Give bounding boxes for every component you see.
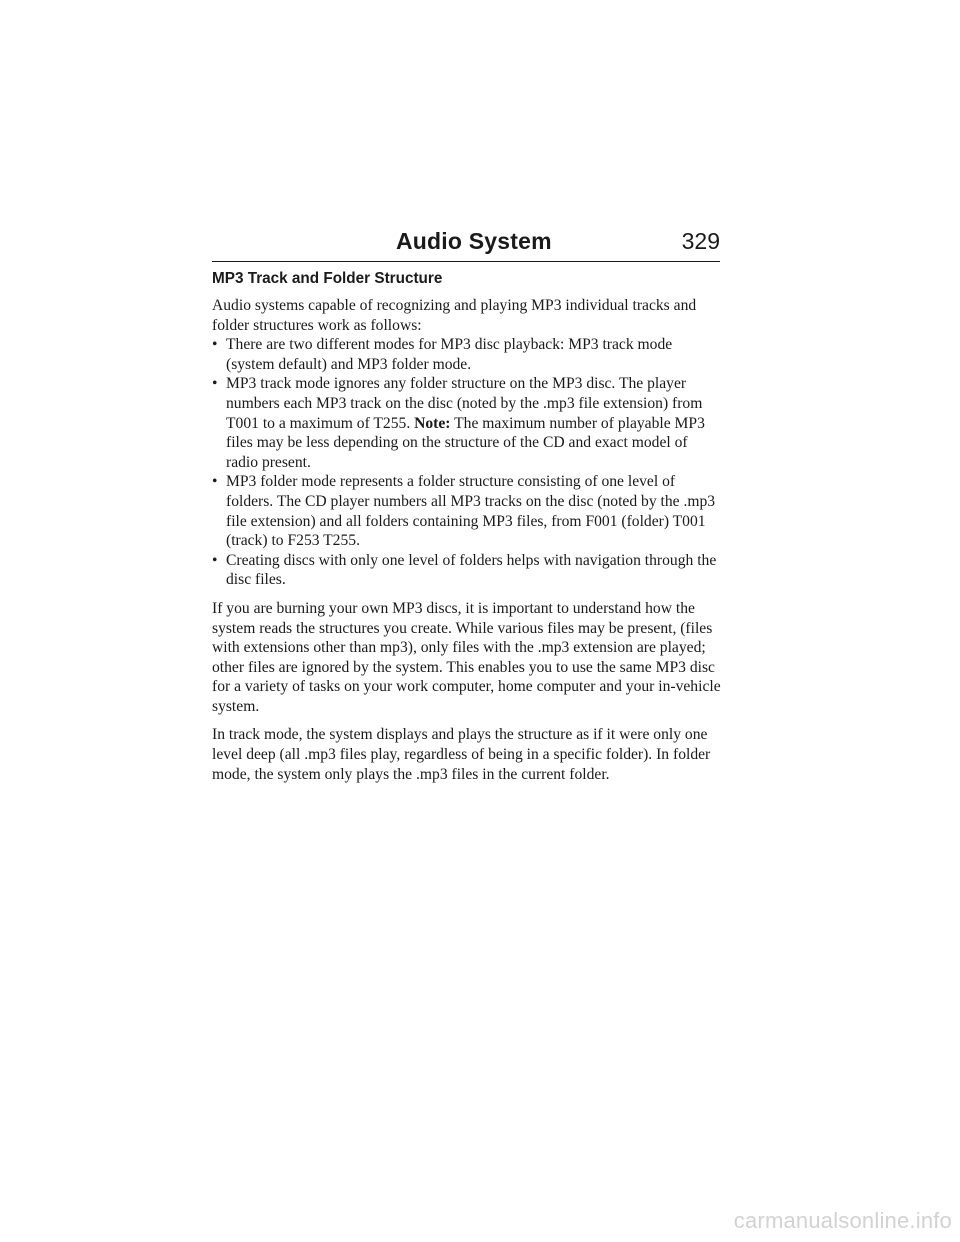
bullet-icon: • bbox=[212, 551, 218, 569]
bullet-item bbox=[212, 551, 722, 590]
watermark: carmanualsonline.info bbox=[733, 1208, 952, 1233]
bullet-list bbox=[212, 335, 722, 590]
bullet-item bbox=[212, 335, 722, 374]
intro-paragraph: Audio systems capable of recognizing and playing MP3 individual tracks and folder structures work as follows: bbox=[212, 297, 697, 334]
bullet-icon: • bbox=[212, 473, 218, 491]
note-label: Note: bbox=[414, 414, 451, 432]
bullet-item bbox=[212, 472, 722, 550]
bullet-text: Creating discs with only one level of folders helps with navigation through the disc files. bbox=[226, 551, 717, 589]
page-content bbox=[212, 269, 722, 793]
bullet-icon: • bbox=[212, 336, 218, 354]
chapter-title: Audio System bbox=[396, 228, 552, 254]
body-paragraph: In track mode, the system displays and plays the structure as if it were only one level deep (all .mp3 files play, regardless of being in a specific folder). In folder mode, the system only plays the .mp3 files in the current folder. bbox=[212, 726, 711, 783]
page-header bbox=[212, 228, 720, 262]
bullet-icon: • bbox=[212, 375, 218, 393]
page-number: 329 bbox=[681, 228, 720, 254]
bullet-text: There are two different modes for MP3 disc playback: MP3 track mode (system default) and MP3 folder mode. bbox=[226, 336, 673, 373]
bullet-text: MP3 track mode ignores any folder structure on the MP3 disc. The player numbers each MP3 track on the disc (noted by the .mp3 file extension) from T001 to a maximum of T255. bbox=[226, 375, 703, 432]
section-heading: MP3 Track and Folder Structure bbox=[212, 270, 443, 287]
body-paragraph: If you are burning your own MP3 discs, it is important to understand how the system reads the structures you create. While various files may be present, (files with extensions other than mp3), only files with the .mp3 extension are played; other files are ignored by the system. This enables you to use the same MP3 disc for a variety of tasks on your work computer, home computer and your in-vehicle system. bbox=[212, 599, 721, 715]
header-divider bbox=[212, 261, 720, 262]
note-text: The maximum number of playable MP3 files may be less depending on the structure of the CD and exact model of radio present. bbox=[226, 414, 705, 471]
bullet-text: MP3 folder mode represents a folder structure consisting of one level of folders. The CD player numbers all MP3 tracks on the disc (noted by the .mp3 file extension) and all folders containing MP3 files, from F001 (folder) T001 (track) to F253 T255. bbox=[226, 473, 716, 550]
bullet-item bbox=[212, 374, 722, 472]
